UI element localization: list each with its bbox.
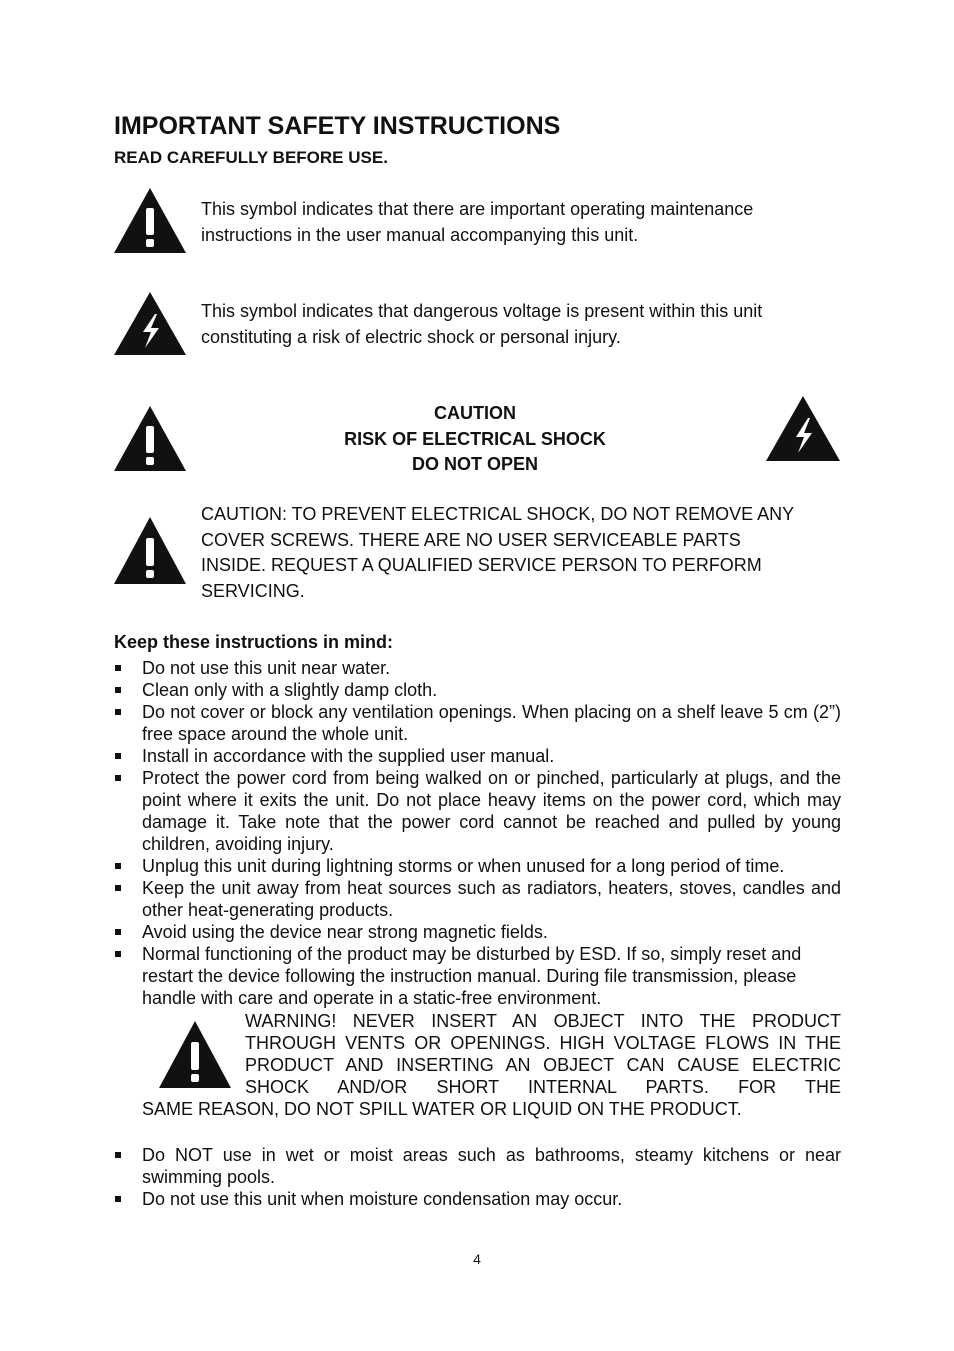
list-item xyxy=(114,745,841,767)
voltage-text-line: constituting a risk of electric shock or personal injury. xyxy=(201,326,621,347)
instructions-heading: Keep these instructions in mind: xyxy=(114,632,394,652)
list-item xyxy=(114,921,841,943)
bullet-icon xyxy=(115,951,121,957)
caution-line: DO NOT OPEN xyxy=(411,454,538,474)
caution-heading: CAUTION xyxy=(434,403,516,423)
bullet-icon xyxy=(115,1196,121,1202)
caution-paragraph-line: SERVICING. xyxy=(201,580,305,601)
list-item-text: Normal functioning of the product may be disturbed by ESD. If so, simply reset and restart the device following the instruction manual. During file transmission, please handle with care and operate in a static-free environment. xyxy=(142,944,802,1008)
list-item xyxy=(114,701,841,745)
bullet-icon xyxy=(115,709,121,715)
lightning-bolt-warning-icon xyxy=(765,394,841,462)
list-item xyxy=(114,767,841,855)
list-item-text: Unplug this unit during lightning storms or when unused for a long period of time. xyxy=(142,856,785,876)
caution-paragraph-line: CAUTION: TO PREVENT ELECTRICAL SHOCK, DO NOT REMOVE ANY xyxy=(201,504,795,524)
lightning-bolt-warning-icon xyxy=(113,290,187,356)
caution-paragraph-line: COVER SCREWS. THERE ARE NO USER SERVICEABLE PARTS xyxy=(201,529,741,550)
exclamation-warning-icon xyxy=(158,1019,232,1089)
warning-text: WARNING! NEVER INSERT AN OBJECT INTO THE PRODUCT THROUGH VENTS OR OPENINGS. HIGH VOLTAGE FLOWS IN THE PRODUCT AND INSERTING AN OBJECT CAN CAUSE ELECTRIC SHOCK AND/OR SHORT INTERNAL PARTS. FOR THE xyxy=(245,1011,841,1097)
list-item-text: Avoid using the device near strong magnetic fields. xyxy=(142,922,548,942)
bullet-icon xyxy=(115,753,121,759)
bullet-icon xyxy=(115,775,121,781)
caution-label xyxy=(300,401,650,478)
list-item-text: Do not use this unit when moisture condensation may occur. xyxy=(142,1189,623,1209)
exclamation-symbol-description xyxy=(201,197,841,248)
list-item-text: Do not use this unit near water. xyxy=(142,658,391,678)
list-item xyxy=(114,1188,841,1210)
list-item xyxy=(114,877,841,921)
page-subtitle: READ CAREFULLY BEFORE USE. xyxy=(114,148,388,167)
list-item-text: Clean only with a slightly damp cloth. xyxy=(142,680,438,700)
list-item xyxy=(114,943,841,1009)
page-title: IMPORTANT SAFETY INSTRUCTIONS xyxy=(114,112,561,140)
bullet-icon xyxy=(115,885,121,891)
page-number: 4 xyxy=(473,1251,481,1267)
caution-paragraph-line: INSIDE. REQUEST A QUALIFIED SERVICE PERSON TO PERFORM xyxy=(201,555,762,575)
exclamation-text-line: instructions in the user manual accompanying this unit. xyxy=(201,224,639,245)
list-item-text: Do NOT use in wet or moist areas such as bathrooms, steamy kitchens or near swimming pools. xyxy=(142,1145,841,1187)
list-item-text: Install in accordance with the supplied user manual. xyxy=(142,746,555,766)
voltage-symbol-description xyxy=(201,299,841,350)
instructions-list xyxy=(114,657,841,1009)
bullet-icon xyxy=(115,687,121,693)
bullet-icon xyxy=(115,1152,121,1158)
list-item xyxy=(114,657,841,679)
instructions-list-continued xyxy=(114,1144,841,1210)
exclamation-text-line: This symbol indicates that there are important operating maintenance xyxy=(201,199,754,219)
list-item xyxy=(114,1144,841,1188)
exclamation-warning-icon xyxy=(113,404,187,472)
exclamation-warning-icon xyxy=(113,186,187,254)
exclamation-warning-icon xyxy=(113,515,187,585)
list-item-text: Protect the power cord from being walked on or pinched, particularly at plugs, and the point where it exits the unit. Do not place heavy items on the power cord, which may damage it. Take note that the power cord cannot be reached and pulled by young children, avoiding injury. xyxy=(142,768,841,854)
voltage-text-line: This symbol indicates that dangerous voltage is present within this unit xyxy=(201,301,763,321)
list-item-text: Do not cover or block any ventilation openings. When placing on a shelf leave 5 cm (2”) free space around the whole unit. xyxy=(142,702,841,744)
bullet-icon xyxy=(115,665,121,671)
list-item xyxy=(114,679,841,701)
list-item xyxy=(114,855,841,877)
bullet-icon xyxy=(115,863,121,869)
warning-text-last-line: SAME REASON, DO NOT SPILL WATER OR LIQUID ON THE PRODUCT. xyxy=(142,1099,742,1119)
caution-line: RISK OF ELECTRICAL SHOCK xyxy=(344,428,606,449)
bullet-icon xyxy=(115,929,121,935)
list-item-text: Keep the unit away from heat sources such as radiators, heaters, stoves, candles and other heat-generating products. xyxy=(142,878,841,920)
caution-paragraph xyxy=(201,502,841,604)
